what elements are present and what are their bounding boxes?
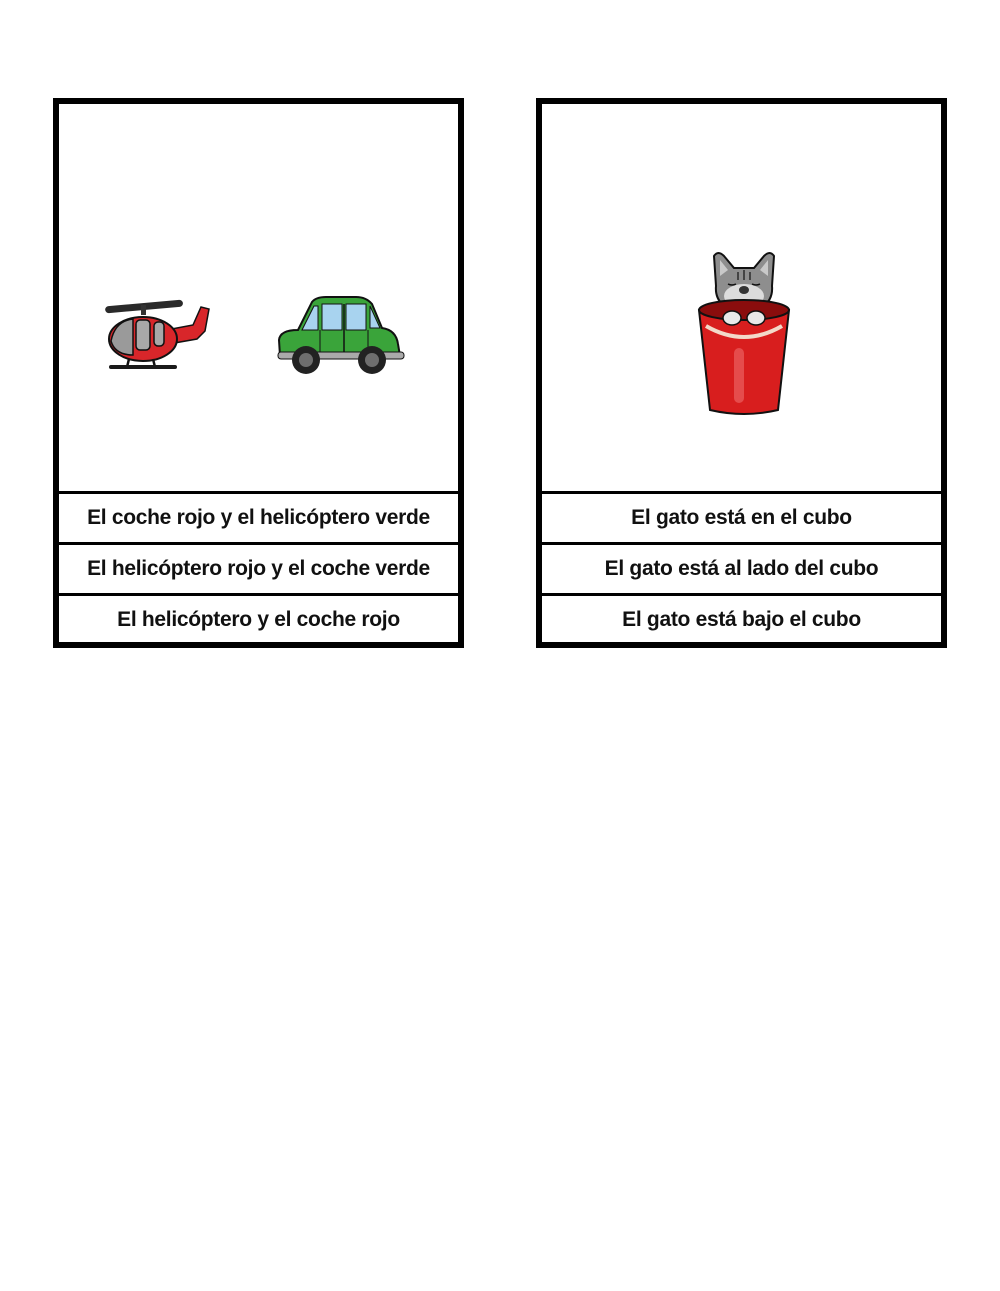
answer-option-1[interactable]: El gato está en el cubo xyxy=(542,491,941,542)
cat-in-bucket-icon xyxy=(694,248,794,423)
answer-option-1[interactable]: El coche rojo y el helicóptero verde xyxy=(59,491,458,542)
car-icon xyxy=(276,294,406,379)
answer-options xyxy=(59,491,458,642)
answer-option-3[interactable]: El gato está bajo el cubo xyxy=(542,593,941,644)
answer-option-2[interactable]: El helicóptero rojo y el coche verde xyxy=(59,542,458,593)
answer-options xyxy=(542,491,941,642)
picture-area xyxy=(542,104,941,491)
answer-option-3[interactable]: El helicóptero y el coche rojo xyxy=(59,593,458,644)
question-card-1 xyxy=(53,98,464,648)
question-card-2 xyxy=(536,98,947,648)
answer-option-2[interactable]: El gato está al lado del cubo xyxy=(542,542,941,593)
picture-area xyxy=(59,104,458,491)
helicopter-icon xyxy=(101,297,211,372)
